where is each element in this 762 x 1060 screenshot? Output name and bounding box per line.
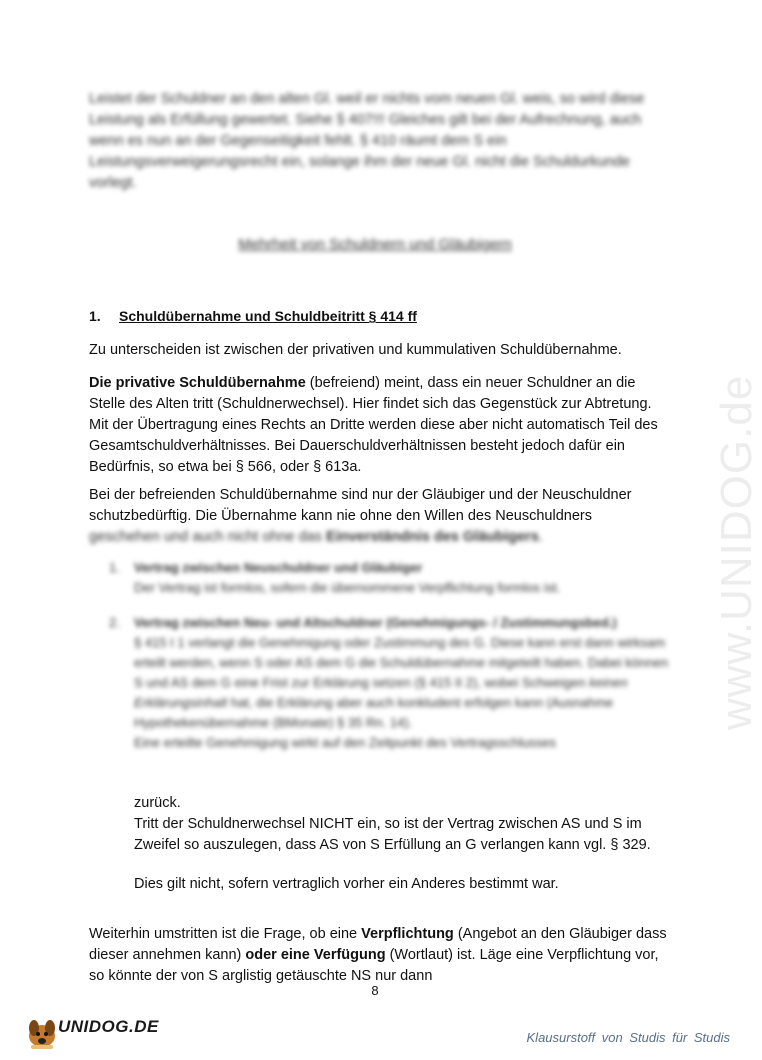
logo-text: UNIDOG.DE	[58, 1017, 159, 1036]
befreiend-text: Bei der befreienden Schuldübernahme sind nur der Gläubiger und der Neuschuldner schutzbedürftig. Die Übernahme kann nie ohne den Willen des Neuschuldners	[89, 487, 632, 524]
section-title: Schuldübernahme und Schuldbeitritt § 414 ff	[119, 308, 417, 324]
privative-term: Die privative Schuldübernahme	[89, 375, 306, 391]
list-item-2-text-em: keinen Erklärungsinhalt	[134, 675, 628, 710]
list-item-1-title: Vertrag zwischen Neuschuldner und Gläubiger	[134, 560, 423, 575]
page-number: 8	[371, 983, 379, 998]
list-item-2-text-part2: hat, die Erklärung aber auch konkludent erfolgen kann (Ausnahme Hypothekenübernahme (BMonate) § 35 Rn. 14).	[134, 695, 614, 730]
p4-part-c: (Angebot an den Gläubiger dass dieser annehmen kann)	[89, 926, 667, 963]
section-heading	[89, 308, 417, 324]
privative-text: (befreiend) meint, dass ein neuer Schuldner an die Stelle des Alten tritt (Schuldnerwechsel). Hier findet sich das Gegenstück zur Abtretung. Mit der Übertragung eines Rechts an Dritte werden diese aber nicht automatisch Teil des Gesamtschuldverhältnisses. Bei Dauerschuldverhältnissen besteht jedoch dafür ein Bedürfnis, so etwa bei § 566, oder § 613a.	[89, 375, 658, 475]
list-item-2-text-part1: § 415 I 1 verlangt die Genehmigung oder Zustimmung des G. Diese kann erst dann wirksam erteilt werden, wenn S oder AS dem G die Schuldübernahme mitgeteilt haben. Dabei können S und AS dem G eine Frist zur Erklärung setzen (§ 415 II 2), wobei Schweigen	[134, 635, 669, 690]
p4-part-a: Weiterhin umstritten ist die Frage, ob eine	[89, 926, 362, 942]
befreiend-blurred-end: .	[538, 529, 543, 545]
befreiend-blurred-bold: Einverständnis des Gläubigers	[326, 529, 539, 545]
tritt-paragraph: Tritt der Schuldnerwechsel NICHT ein, so ist der Vertrag zwischen AS und S im Zweifel so auszulegen, dass AS von S Erfüllung an G verlangen kann vgl. § 329.	[134, 816, 651, 853]
list-item-1-text: Der Vertrag ist formlos, sofern die übernommene Verpflichtung formlos ist.	[134, 580, 561, 595]
zurueck-line: zurück.	[134, 795, 181, 811]
list-item-2-text	[109, 633, 669, 753]
blurred-intro-paragraph: Leistet der Schuldner an den alten Gl. weil er nichts vom neuen Gl. weis, so wird diese Leistung als Erfüllung gewertet. Siehe § 407!!! Gleiches gilt bei der Aufrechnung, auch wenn es nun an der Gegenseitigkeit fehlt. § 410 räumt dem S ein Leistungsverweigerungsrecht ein, solange ihm der neue Gl. nicht die Schuldurkunde vorlegt.	[89, 91, 645, 191]
paragraph-befreiend	[89, 485, 669, 548]
watermark: www.UNIDOG.de	[712, 374, 761, 730]
p4-part-e: (Wortlaut) ist. Läge eine Verpflichtung vor, so könnte der von S arglistig getäuschte NS nur dann	[89, 947, 659, 984]
list-marker-1: 1.	[109, 560, 120, 575]
list-item-2-title: Vertrag zwischen Neu- und Altschuldner (Genehmigungs- / Zustimmungsbed.)	[134, 615, 617, 630]
paragraph-verpflichtung	[89, 924, 669, 987]
p4-part-d: oder eine Verfügung	[245, 947, 386, 963]
chapter-heading: Mehrheit von Schuldnern und Gläubigern	[238, 236, 512, 253]
dies-line: Dies gilt nicht, sofern vertraglich vorher ein Anderes bestimmt war.	[134, 876, 559, 892]
paragraph-intro: Zu unterscheiden ist zwischen der privativen und kummulativen Schuldübernahme.	[89, 342, 622, 358]
list-item-1	[109, 558, 669, 598]
p4-part-b: Verpflichtung	[361, 926, 454, 942]
befreiend-blurred	[89, 527, 543, 548]
section-number: 1.	[89, 308, 101, 324]
list-item-2-text-part3: Eine erteilte Genehmigung wirkt auf den Zeitpunkt des Vertragsschlusses	[134, 735, 557, 750]
footer-tagline: Klausurstoff von Studis für Studis	[526, 1030, 730, 1045]
list-item-2	[109, 613, 669, 753]
befreiend-blurred-text: geschehen und auch nicht ohne das	[89, 529, 322, 545]
paragraph-privative	[89, 373, 669, 478]
list-marker-2: 2.	[109, 615, 120, 630]
